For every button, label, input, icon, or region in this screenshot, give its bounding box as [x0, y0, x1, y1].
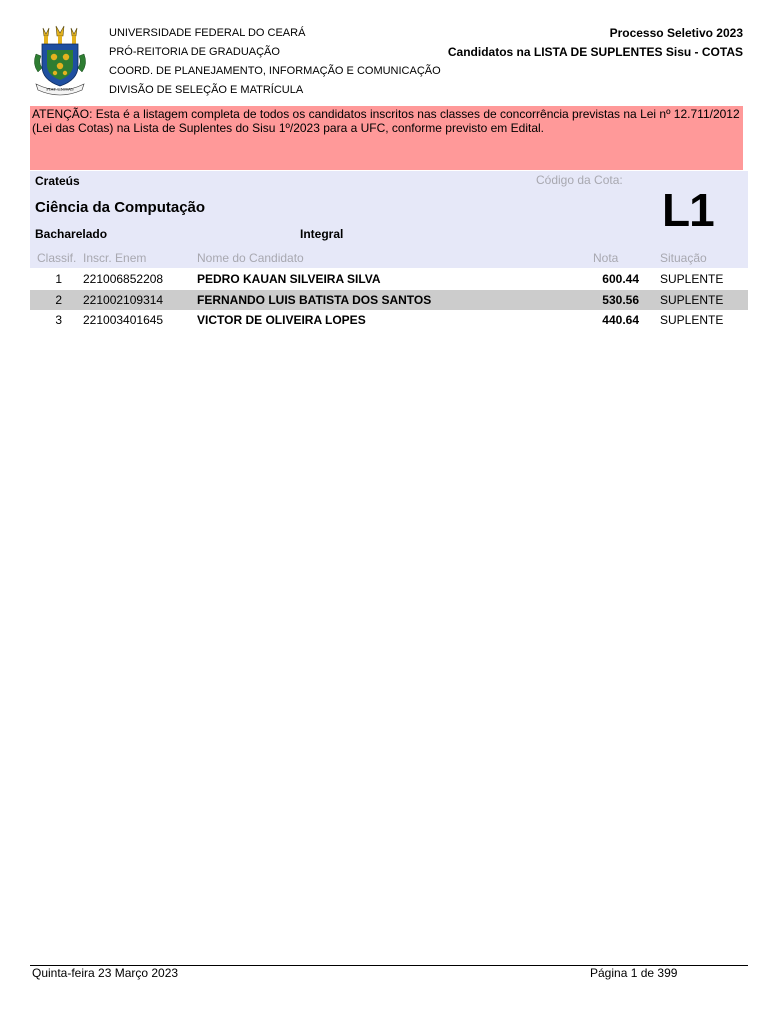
column-header-inscr: Inscr. Enem: [83, 251, 147, 265]
cell-inscr: 221002109314: [83, 292, 164, 307]
logo-motto: FIAT UNITAS: [46, 86, 74, 92]
document-title-block: [448, 24, 743, 62]
ufc-logo-icon: [30, 24, 90, 96]
column-header-situacao: Situação: [660, 251, 707, 265]
cell-nome: FERNANDO LUIS BATISTA DOS SANTOS: [197, 292, 432, 307]
cota-label: Código da Cota:: [536, 173, 623, 187]
cell-nota: 440.64: [602, 313, 639, 327]
list-title: Candidatos na LISTA DE SUPLENTES Sisu - COTAS: [447, 45, 743, 59]
column-header-classif: Classif.: [37, 251, 77, 265]
page-number: Página 1 de 399: [590, 966, 678, 980]
footer-date: Quinta-feira 23 Março 2023: [32, 966, 179, 980]
institution-line: PRÓ-REITORIA DE GRADUAÇÃO: [109, 46, 280, 58]
cell-nome: VICTOR DE OLIVEIRA LOPES: [197, 313, 366, 327]
cell-situacao: SUPLENTE: [660, 313, 724, 327]
table-row: [30, 269, 748, 290]
cota-code: L1: [662, 184, 714, 236]
candidate-table: [30, 269, 748, 331]
cell-situacao: SUPLENTE: [660, 292, 724, 307]
degree-type: Bacharelado: [35, 227, 108, 241]
table-row: [30, 290, 748, 311]
cell-nome: PEDRO KAUAN SILVEIRA SILVA: [197, 272, 381, 286]
cell-situacao: SUPLENTE: [660, 272, 724, 286]
column-header-nome: Nome do Candidato: [197, 251, 304, 265]
course-header: [30, 171, 748, 268]
institution-line: COORD. DE PLANEJAMENTO, INFORMAÇÃO E COMUNICAÇÃO: [109, 65, 441, 77]
institution-line: UNIVERSIDADE FEDERAL DO CEARÁ: [109, 27, 306, 39]
institution-header: [109, 24, 441, 100]
cell-classif: 3: [55, 313, 62, 327]
institution-line: DIVISÃO DE SELEÇÃO E MATRÍCULA: [109, 84, 304, 96]
column-header-nota: Nota: [593, 251, 619, 265]
cell-inscr: 221003401645: [83, 313, 164, 327]
cell-classif: 1: [55, 272, 62, 286]
warning-notice: ATENÇÃO: Esta é a listagem completa de todos os candidatos inscritos nas classes de concorrência previstas na Lei nº 12.711/2012 (Lei das Cotas) na Lista de Suplentes do Sisu 1º/2023 para a UFC, conforme previsto em Edital.: [30, 106, 743, 170]
cell-nota: 600.44: [602, 272, 639, 286]
course-shift: Integral: [300, 227, 344, 241]
course-name: Ciência da Computação: [35, 199, 206, 216]
process-title: Processo Seletivo 2023: [609, 26, 743, 40]
cell-inscr: 221006852208: [83, 272, 164, 286]
campus-name: Crateús: [35, 174, 80, 188]
table-row: [30, 310, 748, 331]
cell-nota: 530.56: [602, 292, 639, 307]
cell-classif: 2: [55, 292, 62, 307]
